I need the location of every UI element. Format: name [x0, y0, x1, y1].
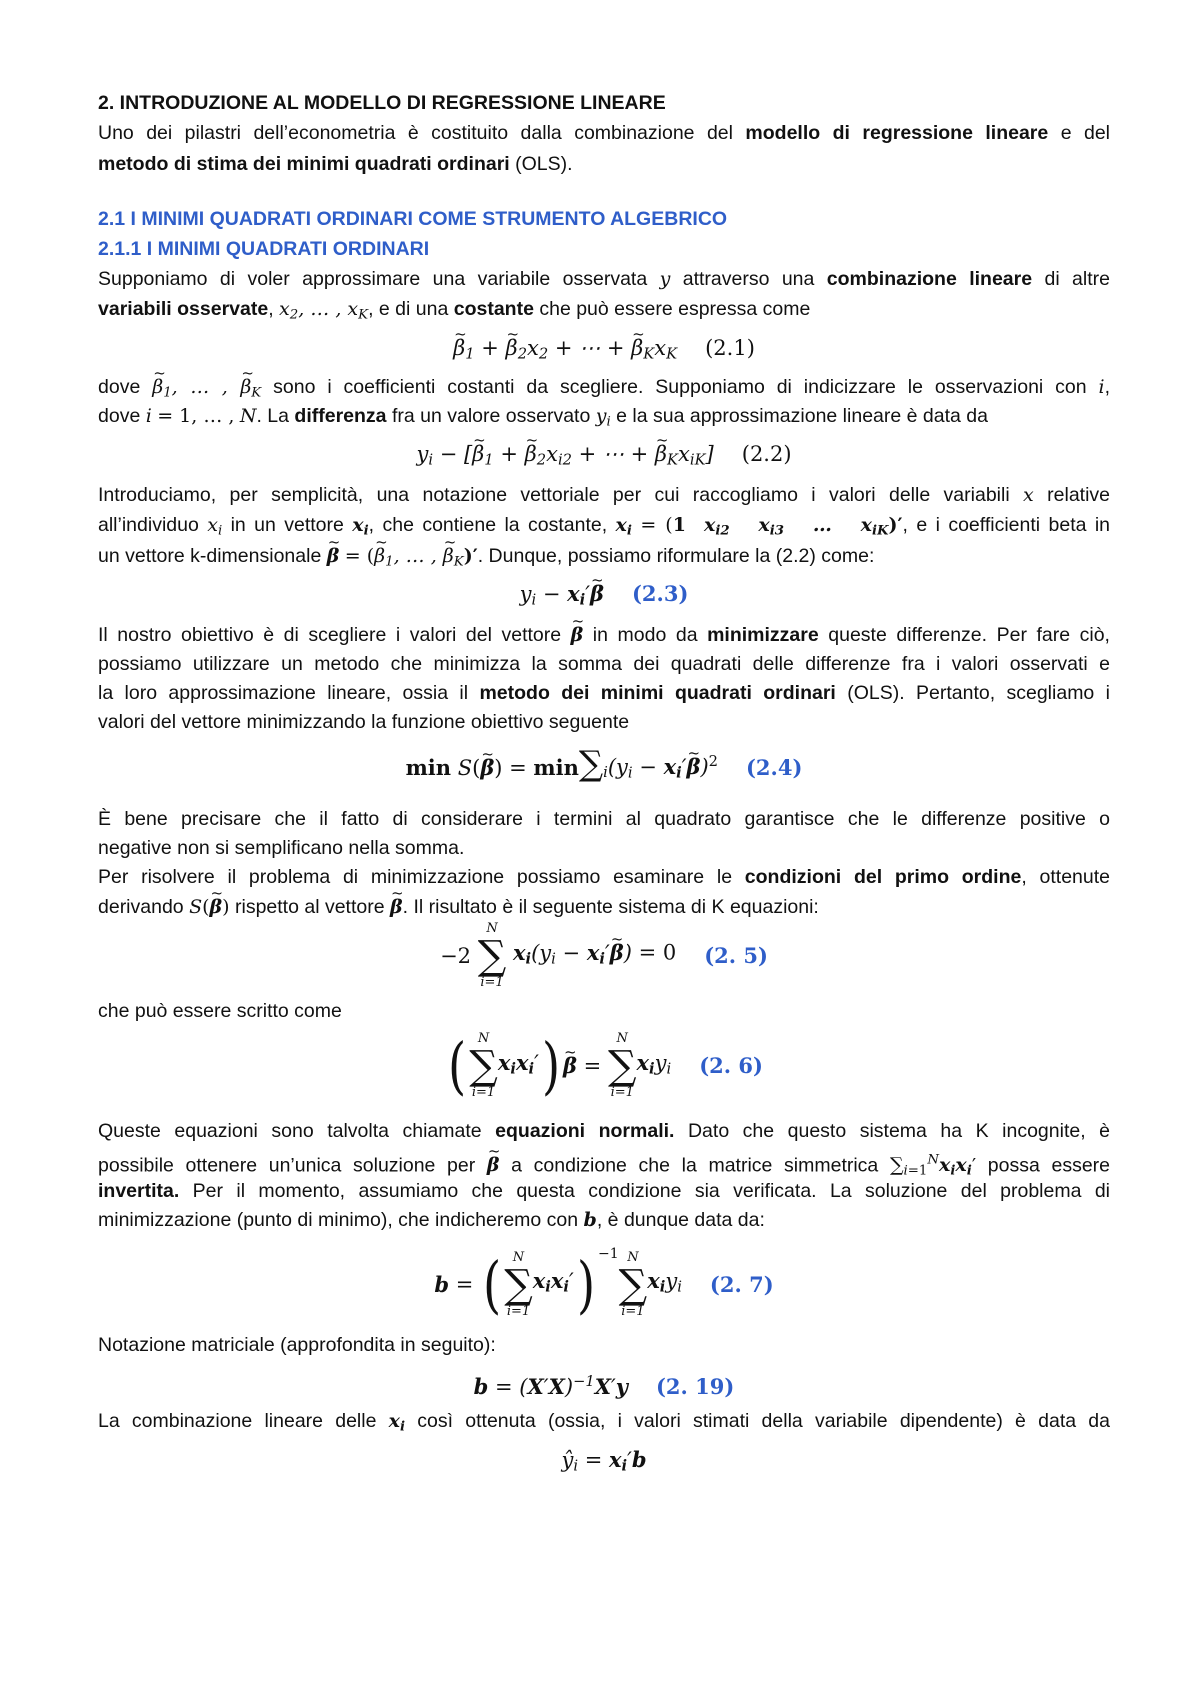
equation-2-1: ~ $\beta_1$ + ~ $\beta_2x_2$ + ⋯ + ~ $\beta_Kx_K$ (2.1): [98, 334, 1110, 369]
paragraph-7-line-2: possibile ottenere un’unica soluzione per ~ β a condizione che la matrice simmetrica $\sum_{i=1}^Nx_ix_i'$ possa essere: [98, 1148, 1110, 1185]
paragraph-2-line-2: dove i = 1, … , N. La differenza fra un valore osservato $y_i$ e la sua approssimazione lineare è data da: [98, 405, 988, 430]
paragraph-7-line-1: Queste equazioni sono talvolta chiamate equazioni normali. Dato che questo sistema ha K incognite, è: [98, 1120, 1110, 1142]
paragraph-3-line-1: Introduciamo, per semplicità, una notazione vettoriale per cui raccogliamo i valori delle variabili x relative: [98, 484, 1111, 506]
equation-number: (2.2): [741, 442, 792, 466]
paragraph-5-line-1: È bene precisare che il fatto di considerare i termini al quadrato garantisce che le differenze positive o: [98, 808, 1110, 830]
paragraph-7-line-3: invertita. Per il momento, assumiamo che questa condizione sia verificata. La soluzione del problema di: [98, 1180, 1110, 1202]
equation-2-5: −2 N ∑ i=1 $x_i(y_i$ − $x_i'\sim$ β) = 0 (2. 5): [98, 922, 1110, 994]
equation-2-2: $y_i$ − [~ $\beta_1$ + ~ $\beta_2x_{i2}$ + ⋯ + ~ $\beta_Kx_{iK}$] (2.2): [98, 440, 1110, 475]
equation-number: (2. 5): [704, 943, 768, 968]
equation-2-7: b = ( N ∑ i=1 $x_ix_i'$) $^{-1}$ N ∑ i=1 $x_iy_i$ (2. 7): [434, 1246, 774, 1321]
paragraph-4-line-4: valori del vettore minimizzando la funzione obiettivo seguente: [98, 711, 630, 733]
paragraph-7-line-4: minimizzazione (punto di minimo), che indicheremo con b, è dunque data da:: [98, 1209, 765, 1231]
equation-2-6: ( N ∑ i=1 $x_ix_i')\sim$ β = N ∑ i=1 $x_iy_i$ (2. 6): [98, 1032, 1110, 1104]
equation-number: (2. 7): [709, 1271, 774, 1297]
paragraph-5-line-3: Per risolvere il problema di minimizzazione possiamo esaminare le condizioni del primo ordine, ottenute: [98, 866, 1110, 888]
paragraph-5-line-4: derivando S(~ β) rispetto al vettore ~ β. Il risultato è il seguente sistema di K equazioni:: [98, 894, 1110, 920]
paragraph-6: che può essere scritto come: [98, 1000, 342, 1022]
section-heading-2-1: 2.1 I MINIMI QUADRATI ORDINARI COME STRUMENTO ALGEBRICO: [98, 208, 728, 230]
paragraph-3-line-3: un vettore k-dimensionale ~ β = (~ $\beta_1$, … , ~ $\beta_K)'$. Dunque, possiamo riformulare la (2.2) come:: [98, 543, 1110, 575]
equation-number: (2.3): [631, 581, 689, 606]
paragraph-5-line-2: negative non si semplificano nella somma.: [98, 837, 465, 859]
paragraph-1-line-2: variabili osservate, $x_2$, … , $x_K$, e di una costante che può essere espressa come: [98, 298, 811, 323]
equation-number: (2.1): [705, 336, 755, 360]
equation-fitted-values: $ŷ_i = x_i'b$: [561, 1447, 647, 1475]
subsection-heading-2-1-1: 2.1.1 I MINIMI QUADRATI ORDINARI: [98, 238, 430, 260]
paragraph-4-line-2: possiamo utilizzare un metodo che minimizza la somma dei quadrati delle differenze fra i valori osservati e: [98, 653, 1110, 675]
chapter-heading: 2. INTRODUZIONE AL MODELLO DI REGRESSIONE LINEARE: [98, 92, 666, 114]
paragraph-4-line-3: la loro approssimazione lineare, ossia il metodo dei minimi quadrati ordinari (OLS). Pertanto, scegliamo i: [98, 682, 1110, 704]
paragraph-8: Notazione matriciale (approfondita in seguito):: [98, 1334, 496, 1356]
equation-2-19: $b = (X'X)^{-1}X'y$ (2. 19): [473, 1373, 735, 1400]
intro-line-1: Uno dei pilastri dell’econometria è costituito dalla combinazione del modello di regressione lineare e del: [98, 122, 1110, 144]
paragraph-4-line-1: Il nostro obiettivo è di scegliere i valori del vettore ~ β in modo da minimizzare queste differenze. Per fare ciò,: [98, 622, 1110, 648]
paragraph-1-line-1: Supponiamo di voler approssimare una variabile osservata y attraverso una combinazione lineare di altre: [98, 268, 1110, 290]
equation-number: (2. 19): [656, 1374, 735, 1400]
paragraph-3-line-2: all’individuo $x_i$ in un vettore $x_i$, che contiene la costante, $x_i = (1$ $x_{i2}$ $x_{i3}$ … $x_{iK})'$, e i coefficienti beta in: [98, 514, 1111, 539]
intro-line-2: metodo di stima dei minimi quadrati ordinari (OLS).: [98, 153, 573, 175]
equation-2-3: $y_i$ − $x_i'\sim$ β (2.3): [98, 580, 1110, 615]
paragraph-2-line-1: dove ~ $\beta_1$, … , ~ $\beta_K$ sono i coefficienti costanti da scegliere. Supponiamo di indicizzare le osservazioni con i,: [98, 374, 1110, 406]
equation-2-4: min S(~ $\beta) = \min\sum_i(y_i$ − $x_i'\sim$ β)$^2$ (2.4): [98, 748, 1110, 792]
paragraph-9: La combinazione lineare delle $x_i$ così ottenuta (ossia, i valori stimati della variabile dipendente) è data da: [98, 1410, 1110, 1435]
equation-number: (2.4): [746, 754, 803, 780]
equation-number: (2. 6): [699, 1053, 763, 1078]
